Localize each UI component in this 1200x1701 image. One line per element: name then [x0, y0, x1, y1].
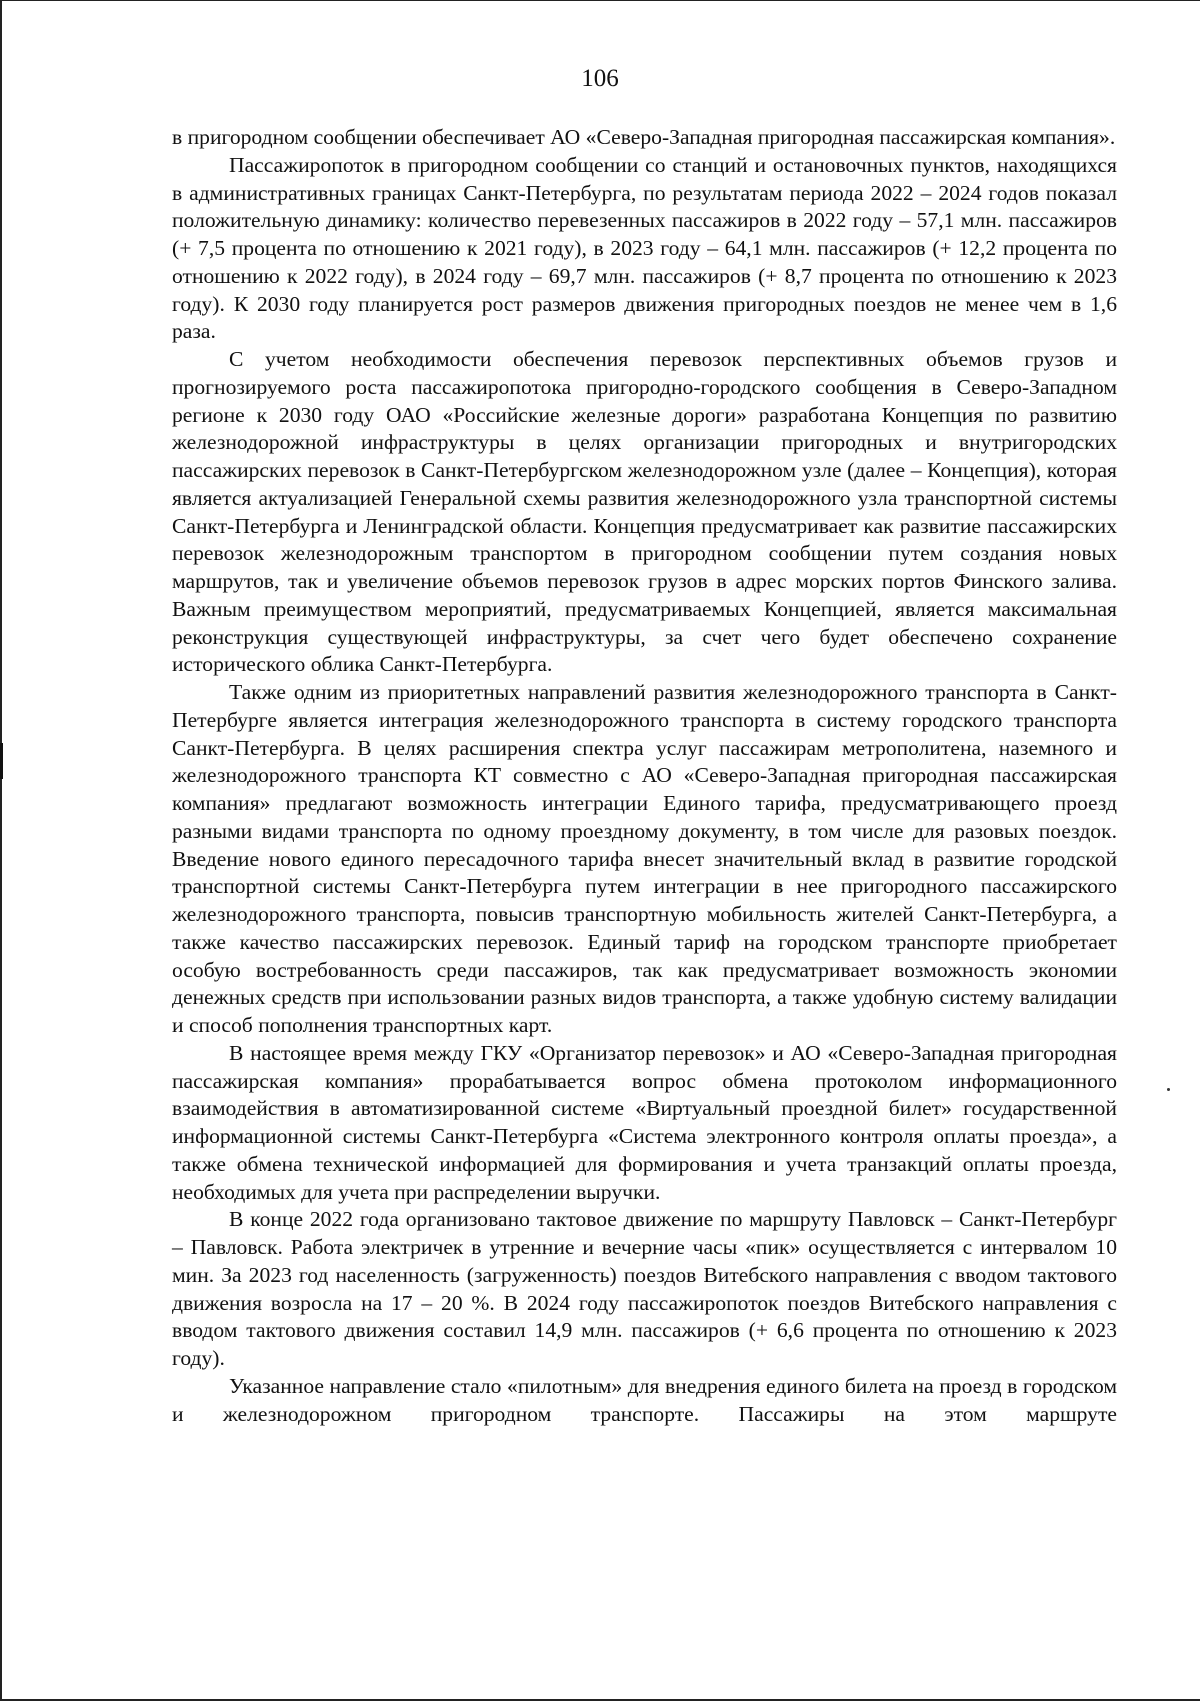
scan-margin-mark [0, 743, 3, 779]
paragraph-continuation: в пригородном сообщении обеспечивает АО «Северо-Западная пригородная пассажирская компания». [172, 125, 1116, 149]
paragraph-concept: С учетом необходимости обеспечения перевозок перспективных объемов грузов и прогнозируемого роста пассажиропотока пригородно-городского сообщения в Северо-Западном регионе к 2030 году ОАО «Российские железные дороги» разработана Концепция по развитию железнодорожной инфраструктуры в целях организации пригородных и внутригородских пассажирских перевозок в Санкт-Петербургском железнодорожном узле (далее – Концепция), которая является актуализацией Генеральной схемы развития железнодорожного узла транспортной системы Санкт-Петербурга и Ленинградской области. Концепция предусматривает как развитие пассажирских перевозок железнодорожным транспортом в пригородном сообщении путем создания новых маршрутов, так и увеличение объемов перевозок грузов в адрес морских портов Финского залива. Важным преимуществом мероприятий, предусматриваемых Концепцией, является максимальная реконструкция существующей инфраструктуры, за счет чего будет обеспечено сохранение исторического облика Санкт-Петербурга. [172, 347, 1117, 677]
scan-speck [1167, 1088, 1170, 1091]
page-number: 106 [581, 65, 619, 92]
paragraph-protocol-exchange: В настоящее время между ГКУ «Организатор перевозок» и АО «Северо-Западная пригородная пассажирская компания» прорабатывается вопрос обмена протоколом информационного взаимодействия в автоматизированной системе «Виртуальный проездной билет» государственной информационной системы Санкт-Петербурга «Система электронного контроля оплаты проезда», а также обмена технической информацией для формирования и учета транзакций оплаты проезда, необходимых для учета при распределении выручки. [172, 1040, 1117, 1204]
paragraph-passenger-flow: Пассажиропоток в пригородном сообщении со станций и остановочных пунктов, находящихся в административных границах Санкт-Петербурга, по результатам периода 2022 – 2024 годов показал положительную динамику: количество перевезенных пассажиров в 2022 году – 57,1 млн. пассажиров (+ 7,5 процента по отношению к 2021 году), в 2023 году – 64,1 млн. пассажиров (+ 12,2 процента по отношению к 2022 году), в 2024 году – 69,7 млн. пассажиров (+ 8,7 процента по отношению к 2023 году). К 2030 году планируется рост размеров движения пригородных поездов не менее чем в 1,6 раза. [172, 152, 1117, 344]
document-body [172, 124, 1117, 1428]
paragraph-pilot-route: Указанное направление стало «пилотным» для внедрения единого билета на проезд в городском и железнодорожном пригородном транспорте. Пассажиры на этом маршруте [172, 1373, 1117, 1426]
paragraph-tact-traffic: В конце 2022 года организовано тактовое движение по маршруту Павловск – Санкт-Петербург – Павловск. Работа электричек в утренние и вечерние часы «пик» осуществляется с интервалом 10 мин. За 2023 год населенность (загруженность) поездов Витебского направления с вводом тактового движения возросла на 17 – 20 %. В 2024 году пассажиропоток поездов Витебского направления с вводом тактового движения составил 14,9 млн. пассажиров (+ 6,6 процента по отношению к 2023 году). [172, 1207, 1117, 1370]
paragraph-integration: Также одним из приоритетных направлений развития железнодорожного транспорта в Санкт-Петербурге является интеграция железнодорожного транспорта в систему городского транспорта Санкт-Петербурга. В целях расширения спектра услуг пассажирам метрополитена, наземного и железнодорожного транспорта КТ совместно с АО «Северо-Западная пригородная пассажирская компания» предлагают возможность интеграции Единого тарифа, предусматривающего проезд разными видами транспорта по одному проездному документу, в том числе для разовых поездок. Введение нового единого пересадочного тарифа внесет значительный вклад в развитие городской транспортной системы Санкт-Петербурга путем интеграции в нее пригородного пассажирского железнодорожного транспорта, повысив транспортную мобильность жителей Санкт-Петербурга, а также качество пассажирских перевозок. Единый тариф на городском транспорте приобретает особую востребованность среди пассажиров, так как предусматривает возможность экономии денежных средств при использовании разных видов транспорта, а также удобную систему валидации и способ пополнения транспортных карт. [172, 680, 1117, 1037]
